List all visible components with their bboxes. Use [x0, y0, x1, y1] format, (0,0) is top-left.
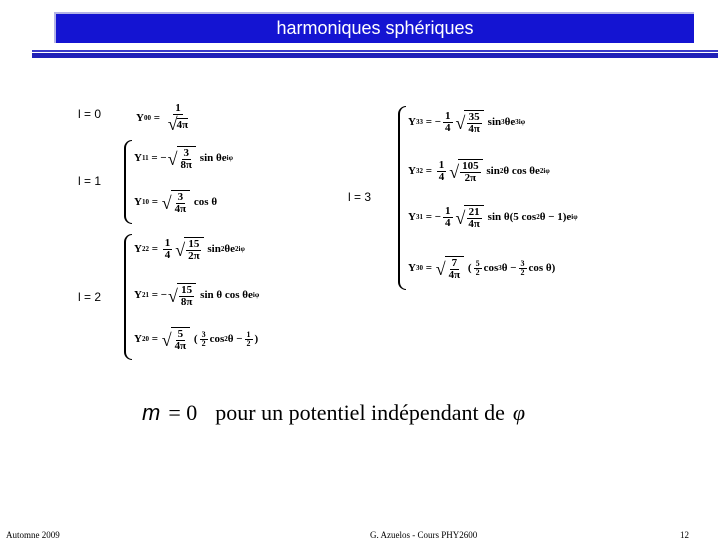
- brace-l1: [124, 140, 132, 224]
- label-l0: l = 0: [78, 107, 102, 121]
- eq-y30: Y 30 = √ $\frac{7}{4\pi}$ ( $\frac{5}{2}$ cos 3 θ − $\frac{3}{2}$ cos θ): [408, 257, 556, 281]
- eq-y22: Y 22 = $\frac{1}{4}$ √ $\frac{15}{2\pi}$ sin 2 θe 2iφ: [134, 237, 245, 262]
- label-l1: l = 1: [78, 174, 102, 188]
- brace-l2: [124, 234, 132, 360]
- eq-y20: Y 20 = √ $\frac{5}{4\pi}$ ( $\frac{3}{2}$ cos 2 θ − $\frac{1}{2}$ ): [134, 328, 259, 352]
- bottom-statement: [142, 400, 525, 426]
- label-l2: l = 2: [78, 290, 102, 304]
- footer-page-number: 12: [680, 530, 689, 540]
- eq-y31: Y 31 = − $\frac{1}{4}$ √ $\frac{21}{4\pi}$ sin θ(5 cos 2 θ − 1)e iφ: [408, 205, 578, 230]
- m-symbol: m: [142, 400, 161, 425]
- phi-symbol: φ: [512, 400, 526, 425]
- header-rule-thick: [32, 53, 718, 58]
- brace-l3: [398, 106, 406, 290]
- eq-y33: Y 33 = − $\frac{1}{4}$ √ $\frac{35}{4\pi}$ sin 3 θe 3iφ: [408, 110, 526, 135]
- eq-y32: Y 32 = $\frac{1}{4}$ √ $\frac{105}{2\pi}$ sin 2 θ cos θe 2iφ: [408, 159, 550, 184]
- statement-text: pour un potentiel indépendant de: [215, 400, 505, 425]
- footer-course: G. Azuelos - Cours PHY2600: [370, 530, 478, 540]
- eq-y11: Y 11 = − √ $\frac{3}{8\pi}$ sin θe iφ: [134, 147, 233, 171]
- m-equals-zero: = 0: [168, 400, 198, 425]
- footer-date: Automne 2009: [6, 530, 60, 540]
- eq-y21: Y 21 = − √ $\frac{15}{8\pi}$ sin θ cos θe iφ: [134, 284, 260, 308]
- title-bar: [54, 12, 694, 43]
- slide-title: harmoniques sphériques: [276, 18, 474, 38]
- eq-y00: Y 00 = 1 √ 4π: [136, 102, 189, 134]
- header-rule-thin: [32, 50, 718, 52]
- label-l3: l = 3: [348, 190, 372, 204]
- eq-y10: Y 10 = √ $\frac{3}{4\pi}$ cos θ: [134, 191, 218, 215]
